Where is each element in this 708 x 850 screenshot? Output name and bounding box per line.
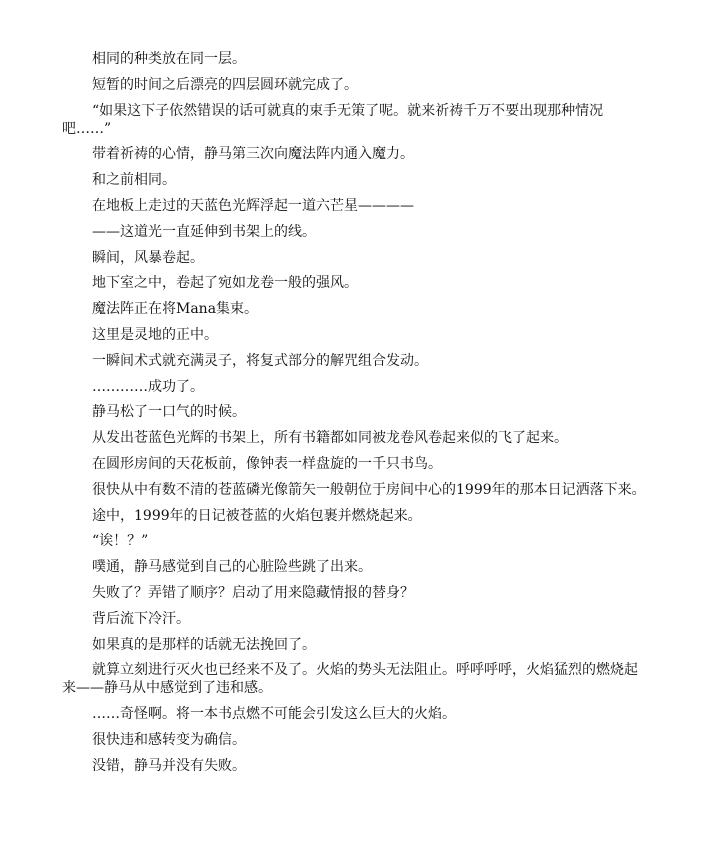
paragraph: 地下室之中，卷起了宛如龙卷一般的强风。 (92, 275, 358, 292)
paragraph: 没错，静马并没有失败。 (92, 757, 246, 774)
paragraph: 和之前相同。 (92, 172, 176, 189)
paragraph: 相同的种类放在同一层。 (92, 51, 246, 67)
document-body (62, 50, 646, 783)
paragraph: 如果真的是那样的话就无法挽回了。 (92, 636, 316, 653)
paragraph: 在圆形房间的天花板前，像钟表一样盘旋的一千只书鸟。 (92, 455, 442, 472)
paragraph: 噗通，静马感觉到自己的心脏险些跳了出来。 (92, 559, 372, 576)
paragraph: ——这道光一直延伸到书架上的线。 (92, 223, 316, 240)
paragraph: “诶！？” (92, 533, 149, 550)
paragraph: 背后流下冷汗。 (92, 610, 190, 627)
paragraph: 短暂的时间之后漂亮的四层圆环就完成了。 (92, 76, 358, 93)
paragraph: 途中，1999年的日记被苍蓝的火焰包裹并燃烧起来。 (92, 507, 422, 524)
paragraph: …………成功了。 (92, 378, 204, 395)
paragraph: 很快违和感转变为确信。 (92, 731, 246, 748)
paragraph: 很快从中有数不清的苍蓝磷光像箭矢一般朝位于房间中心的1999年的那本日记洒落下来。 (92, 481, 646, 498)
paragraph: 失败了？弄错了顺序？启动了用来隐藏情报的替身？ (92, 584, 414, 601)
paragraph: 就算立刻进行灭火也已经来不及了。火焰的势头无法阻止。呼呼呼呼，火焰猛烈的燃烧起来——静马从中感觉到了违和感。 (62, 662, 638, 697)
paragraph: 在地板上走过的天蓝色光辉浮起一道六芒星———— (92, 197, 414, 214)
paragraph: 从发出苍蓝色光辉的书架上，所有书籍都如同被龙卷风卷起来似的飞了起来。 (92, 430, 568, 447)
paragraph: 一瞬间术式就充满灵子，将复式部分的解咒组合发动。 (92, 352, 428, 369)
paragraph: 这里是灵地的正中。 (92, 326, 218, 343)
paragraph: 魔法阵正在将Mana集束。 (92, 301, 259, 318)
paragraph: 带着祈祷的心情，静马第三次向魔法阵内通入魔力。 (92, 146, 414, 163)
paragraph: “如果这下子依然错误的话可就真的束手无策了呢。就来祈祷千万不要出现那种情况吧……” (62, 102, 604, 137)
paragraph: 静马松了一口气的时候。 (92, 404, 246, 421)
paragraph: 瞬间，风暴卷起。 (92, 249, 204, 266)
paragraph: ……奇怪啊。将一本书点燃不可能会引发这么巨大的火焰。 (92, 706, 456, 723)
